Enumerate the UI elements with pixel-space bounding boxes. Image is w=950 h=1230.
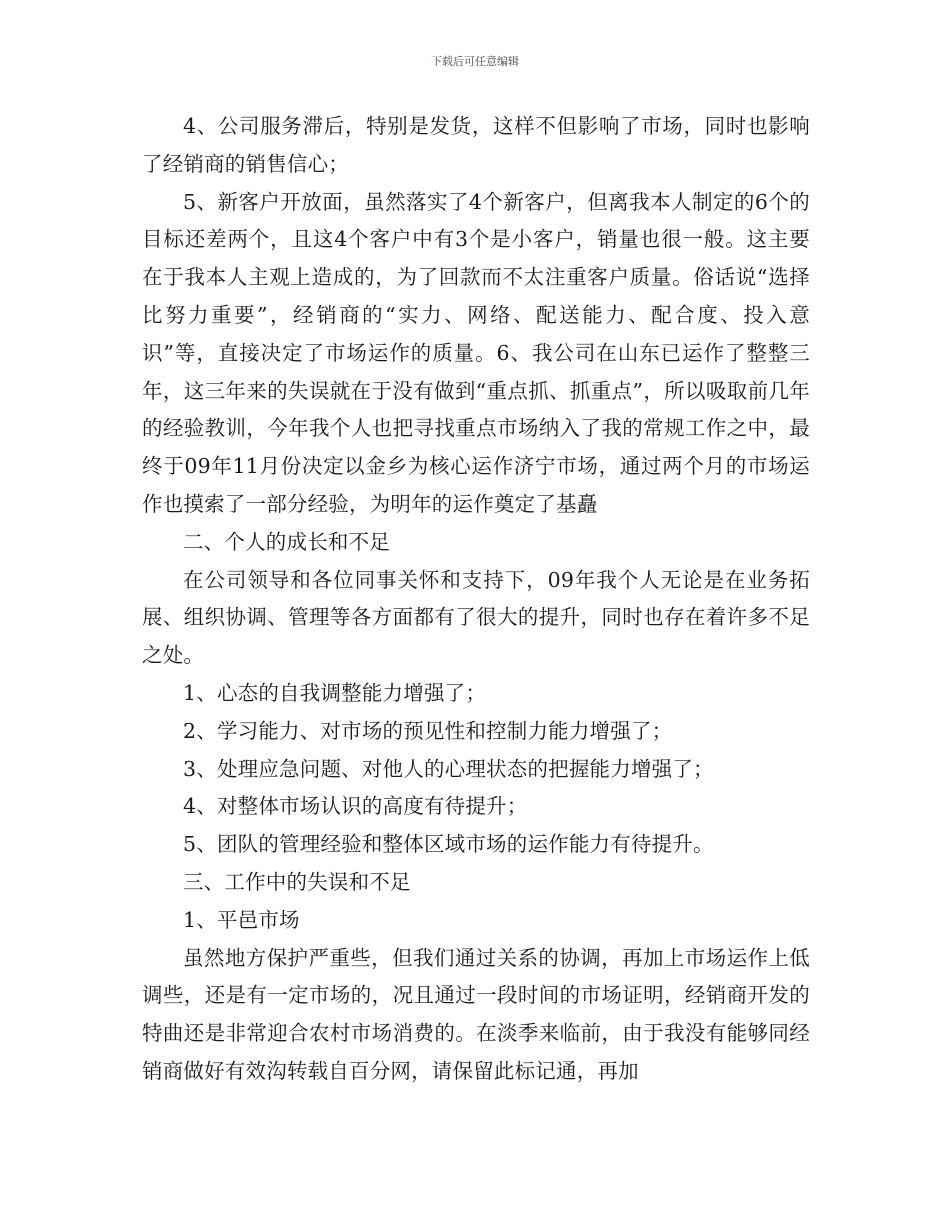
paragraph: 5、新客户开放面，虽然落实了4个新客户，但离我本人制定的6个的目标还差两个，且这4个客户中有3个是小客户，销量也很一般。这主要在于我本人主观上造成的，为了回款而不太注重客户质量。俗话说“选择比努力重要”，经销商的“实力、网络、配送能力、配合度、投入意识”等，直接决定了市场运作的质量。6、我公司在山东已运作了整整三年，这三年来的失误就在于没有做到“重点抓、抓重点”，所以吸取前几年的经验教训，今年我个人也把寻找重点市场纳入了我的常规工作之中，最终于09年11月份决定以金乡为核心运作济宁市场，通过两个月的市场运作也摸索了一部分经验，为明年的运作奠定了基矗 [142, 189, 810, 516]
paragraph: 在公司领导和各位同事关怀和支持下，09年我个人无论是在业务拓展、组织协调、管理等各方面都有了很大的提升，同时也存在着许多不足之处。 [142, 567, 810, 668]
list-item: 2、学习能力、对市场的预见性和控制力能力增强了； [183, 718, 673, 743]
paragraph: 虽然地方保护严重些，但我们通过关系的协调，再加上市场运作上低调些，还是有一定市场的，况且通过一段时间的市场证明，经销商开发的特曲还是非常迎合农村市场消费的。在淡季来临前，由于我没有能够同经销商做好有效沟转载自百分网，请保留此标记通，再加 [142, 945, 810, 1083]
sub-heading: 1、平邑市场 [183, 907, 300, 932]
list-item: 4、对整体市场认识的高度有待提升； [183, 794, 528, 819]
paragraph: 4、公司服务滞后，特别是发货，这样不但影响了市场，同时也影响了经销商的销售信心； [142, 114, 810, 176]
page-header-note: 下载后可任意编辑 [431, 55, 519, 68]
document-body [142, 108, 810, 1091]
list-item: 3、处理应急问题、对他人的心理状态的把握能力增强了； [183, 756, 714, 781]
list-item: 1、心态的自我调整能力增强了； [183, 680, 487, 705]
list-item: 5、团队的管理经验和整体区域市场的运作能力有待提升。 [183, 832, 714, 857]
section-heading: 三、工作中的失误和不足 [183, 869, 411, 894]
section-heading: 二、个人的成长和不足 [183, 529, 390, 554]
